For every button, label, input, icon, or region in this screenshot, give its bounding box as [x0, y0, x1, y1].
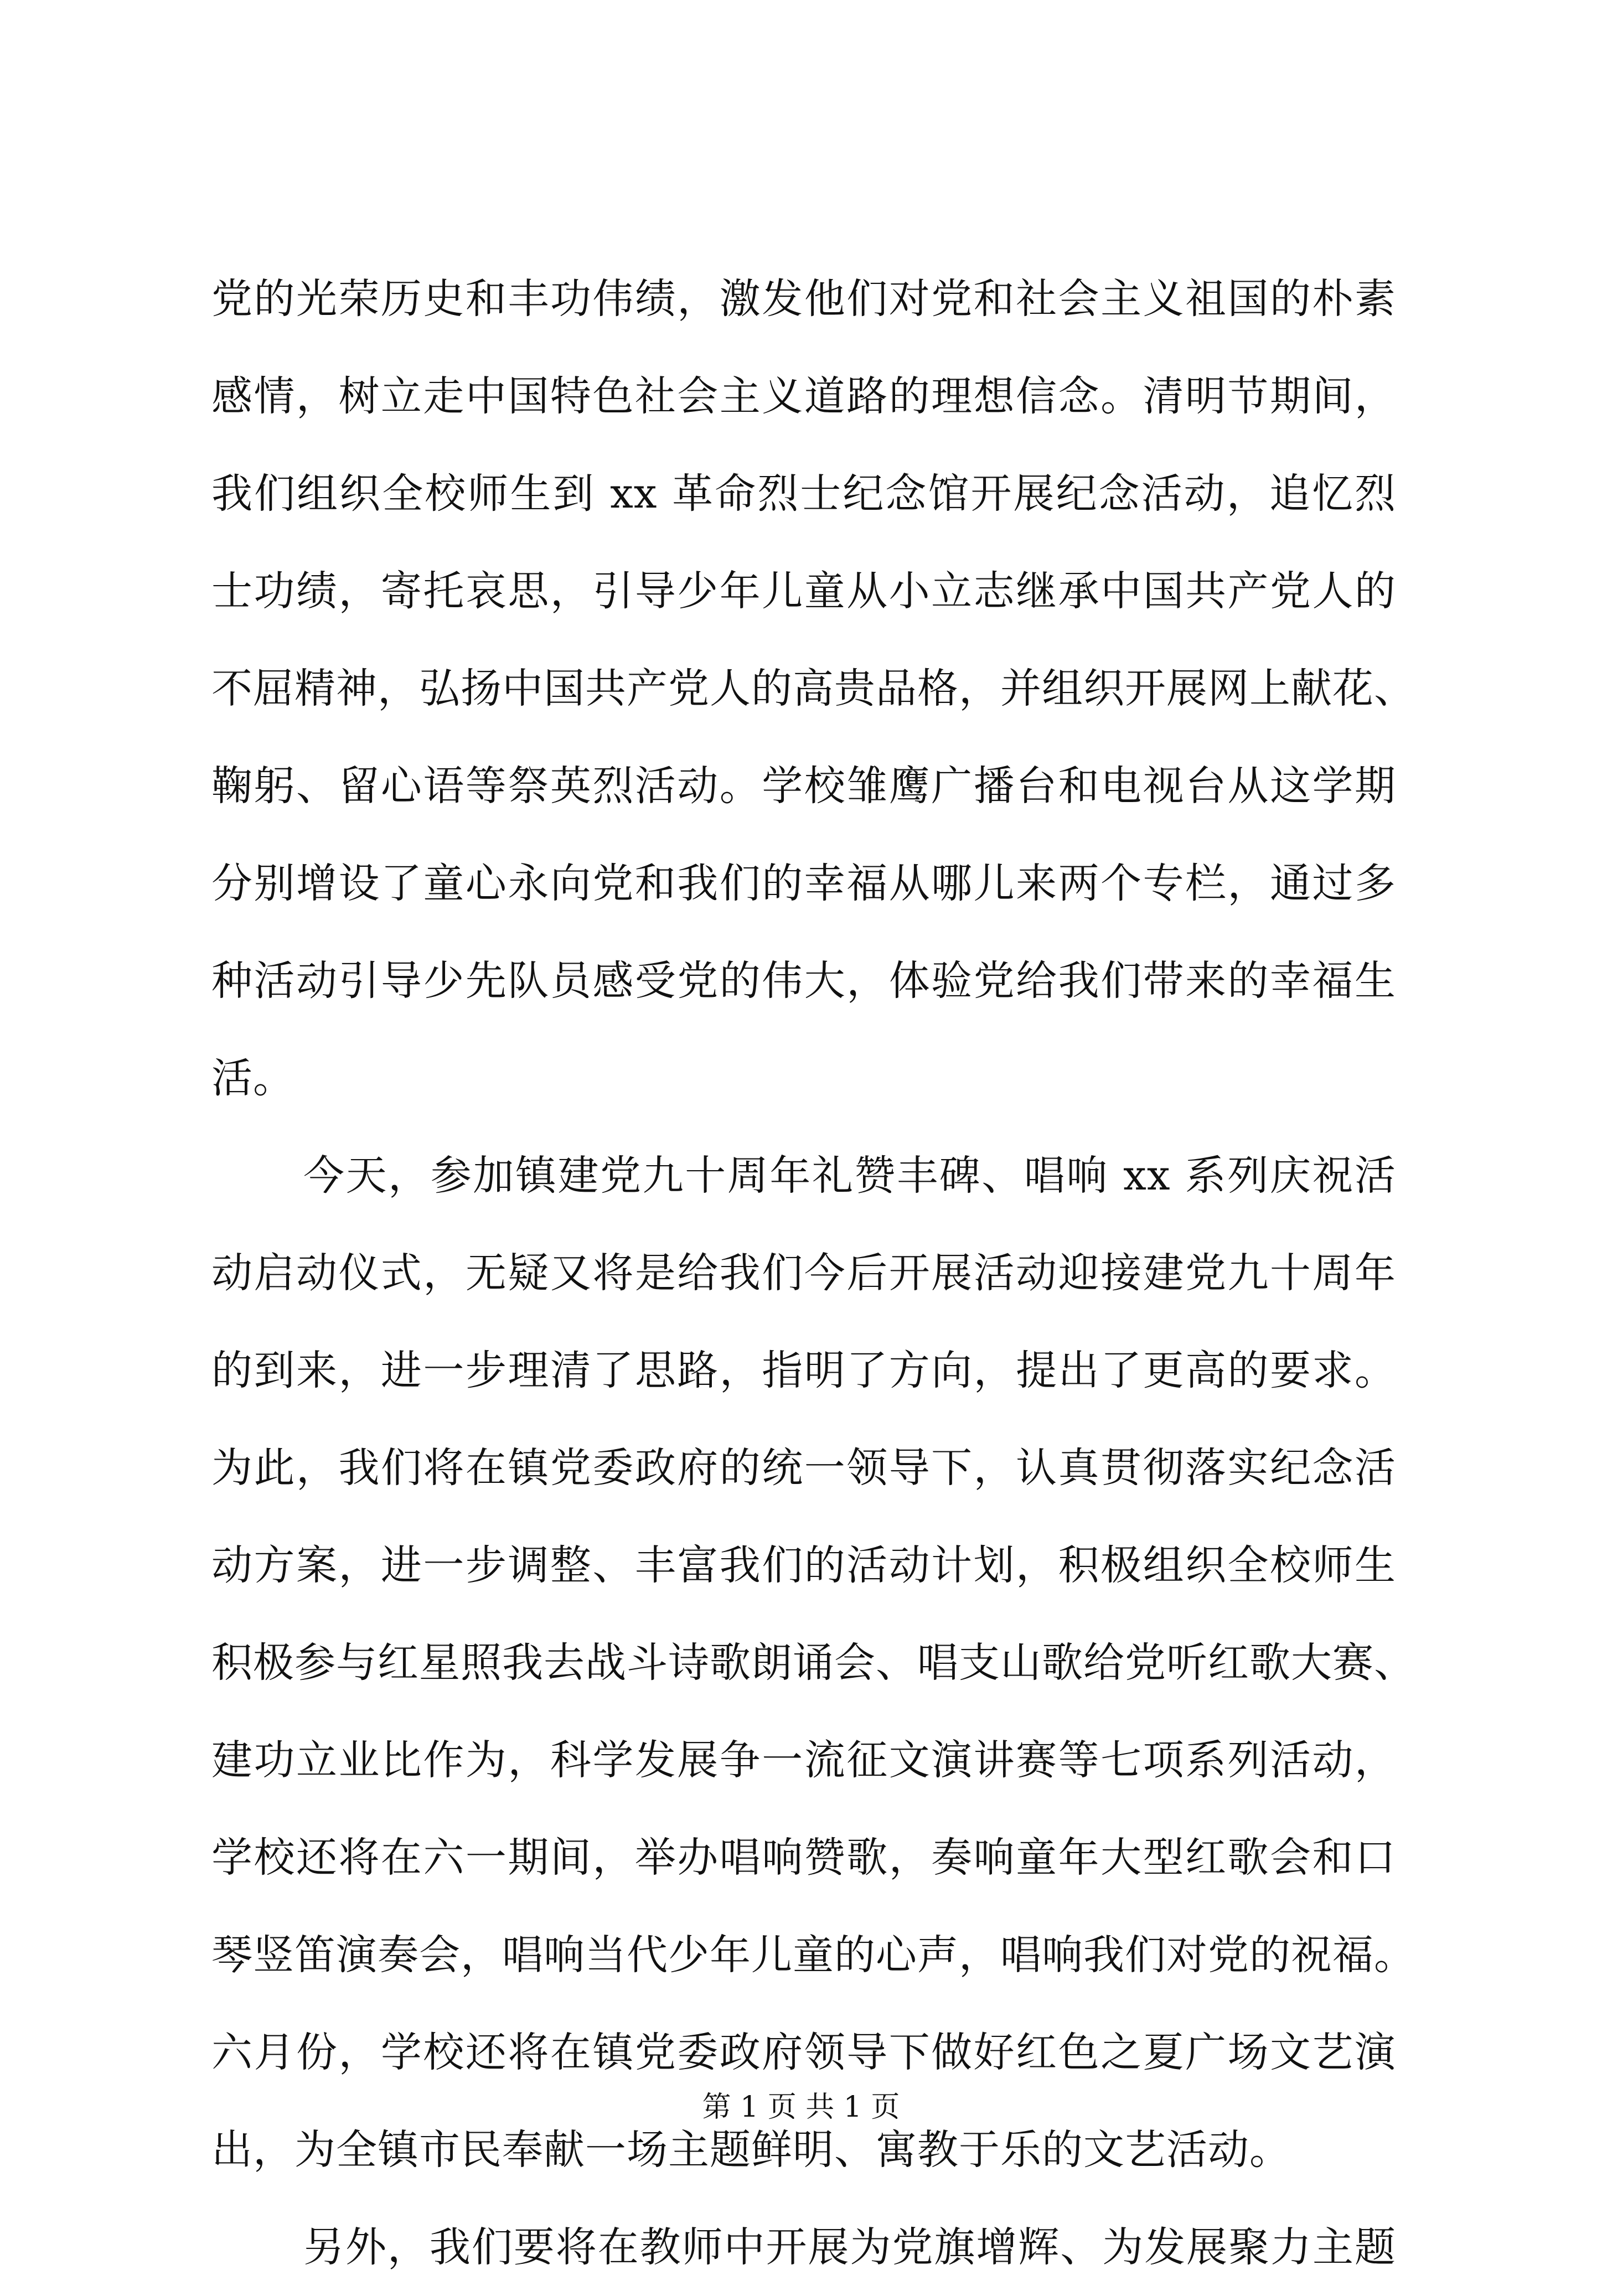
text-line: 分别增设了童心永向党和我们的幸福从哪儿来两个专栏，通过多 — [211, 860, 1396, 907]
text-line: 出，为全镇市民奉献一场主题鲜明、寓教于乐的文艺活动。 — [211, 2126, 1291, 2174]
text-line: 学校还将在六一期间，举办唱响赞歌，奏响童年大型红歌会和口 — [211, 1834, 1396, 1881]
page-footer: 第 1 页 共 1 页 — [702, 2091, 900, 2124]
text-line: 我们组织全校师生到 xx 革命烈士纪念馆开展纪念活动，追忆烈 — [211, 470, 1396, 518]
document-body — [211, 250, 1415, 2296]
text-line: 琴竖笛演奏会，唱响当代少年儿童的心声，唱响我们对党的祝福。 — [211, 1931, 1415, 1979]
text-line: 鞠躬、留心语等祭英烈活动。学校雏鹰广播台和电视台从这学期 — [211, 762, 1396, 810]
text-line: 积极参与红星照我去战斗诗歌朗诵会、唱支山歌给党听红歌大赛、 — [211, 1639, 1415, 1687]
text-line: 种活动引导少先队员感受党的伟大，体验党给我们带来的幸福生 — [211, 957, 1396, 1005]
text-line: 不屈精神，弘扬中国共产党人的高贵品格，并组织开展网上献花、 — [211, 665, 1415, 712]
text-line: 的到来，进一步理清了思路，指明了方向，提出了更高的要求。 — [211, 1347, 1396, 1394]
text-line: 动方案，进一步调整、丰富我们的活动计划，积极组织全校师生 — [211, 1542, 1396, 1589]
text-line: 动启动仪式，无疑又将是给我们今后开展活动迎接建党九十周年 — [211, 1249, 1396, 1297]
text-line: 士功绩，寄托哀思，引导少年儿童从小立志继承中国共产党人的 — [211, 567, 1396, 615]
text-line: 建功立业比作为，科学发展争一流征文演讲赛等七项系列活动， — [211, 1736, 1396, 1784]
text-line: 感情，树立走中国特色社会主义道路的理想信念。清明节期间， — [211, 373, 1396, 420]
text-line: 为此，我们将在镇党委政府的统一领导下，认真贯彻落实纪念活 — [211, 1444, 1396, 1492]
text-line: 另外，我们要将在教师中开展为党旗增辉、为发展聚力主题 — [303, 2223, 1396, 2271]
text-line: 党的光荣历史和丰功伟绩，激发他们对党和社会主义祖国的朴素 — [211, 275, 1396, 323]
text-line: 活。 — [211, 1054, 294, 1102]
text-line: 今天，参加镇建党九十周年礼赞丰碑、唱响 xx 系列庆祝活 — [303, 1152, 1396, 1199]
text-line: 六月份，学校还将在镇党委政府领导下做好红色之夏广场文艺演 — [211, 2029, 1396, 2076]
